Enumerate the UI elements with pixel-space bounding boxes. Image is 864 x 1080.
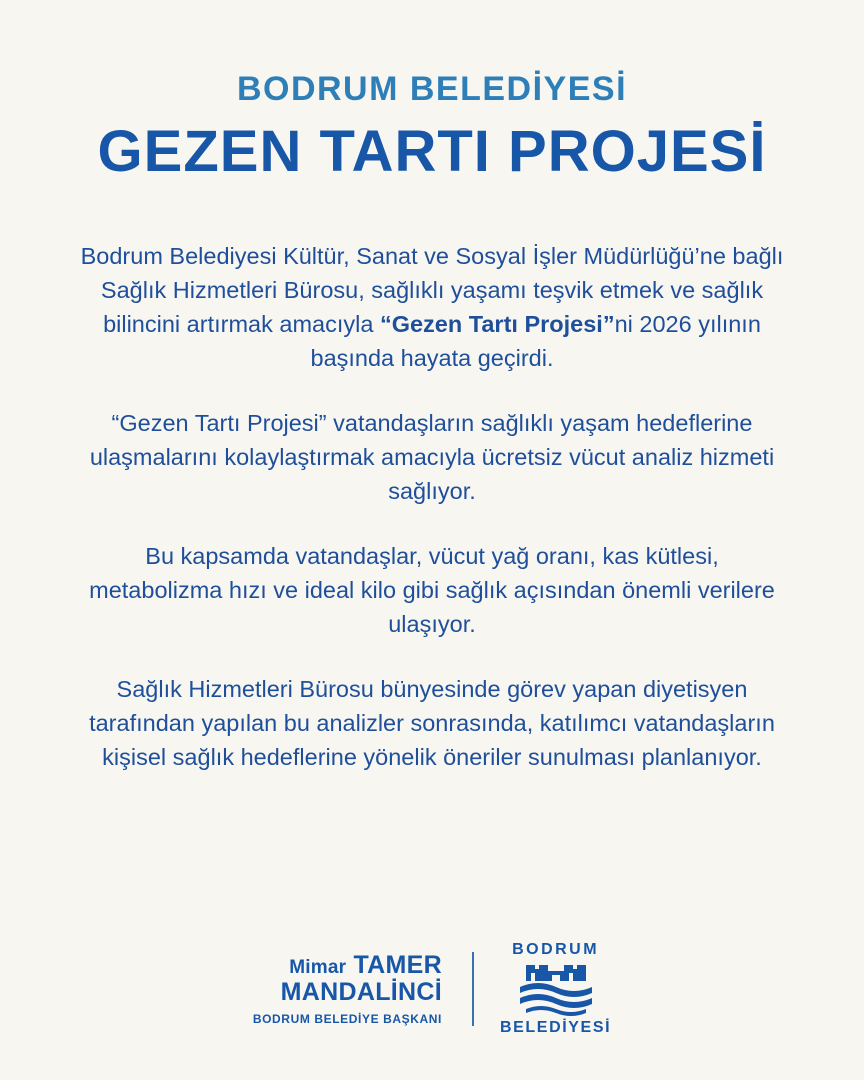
mayor-name-line2: MANDALİNCİ [280,978,442,1007]
paragraph-1-bold: “Gezen Tartı Projesi” [379,311,615,338]
mayor-prefix: Mimar [289,956,347,978]
paragraph-2: “Gezen Tartı Projesi” vatandaşların sağlıklı yaşam hedeflerine ulaşmalarını kolaylaştırmak amacıyla ücretsiz vücut analiz hizmeti sağlıyor. [89,409,775,505]
page-title: GEZEN TARTI PROJESİ [97,118,767,184]
paragraph-1-post: ni 2026 yılının başında hayata geçirdi. [310,311,761,372]
paragraph-4: Sağlık Hizmetleri Bürosu bünyesinde görev yapan diyetisyen tarafından yapılan bu analizler sonrasında, katılımcı vatandaşların kişisel sağlık hedeflerine yönelik öneriler sunulması planlanıyor. [89,675,775,771]
poster-body [37,239,827,775]
castle-waves-icon [514,961,598,1017]
mayor-name-line1: TAMER [353,950,442,979]
poster-header [0,72,864,183]
logo-top-text: BODRUM [512,941,600,958]
paragraph-1-pre: Bodrum Belediyesi Kültür, Sanat ve Sosyal İşler Müdürlüğü’ne bağlı Sağlık Hizmetleri Bürosu, sağlıklı yaşamı teşvik etmek ve sağlık bilincini artırmak amacıyla [80,242,784,338]
poster-kicker: BODRUM BELEDİYESİ [236,70,628,108]
paragraph-3: Bu kapsamda vatandaşlar, vücut yağ oranı, kas kütlesi, metabolizma hızı ve ideal kilo gibi sağlık açısından önemli verilere ulaşıyor. [89,542,775,638]
logo-bottom-text: BELEDİYESİ [500,1019,612,1036]
municipality-logo [500,942,611,1036]
mayor-signature [252,950,446,1026]
mayor-role: BODRUM BELEDİYE BAŞKANI [252,1011,442,1026]
poster-footer [0,942,864,1036]
paragraph-1 [37,239,827,376]
footer-divider [472,952,474,1026]
